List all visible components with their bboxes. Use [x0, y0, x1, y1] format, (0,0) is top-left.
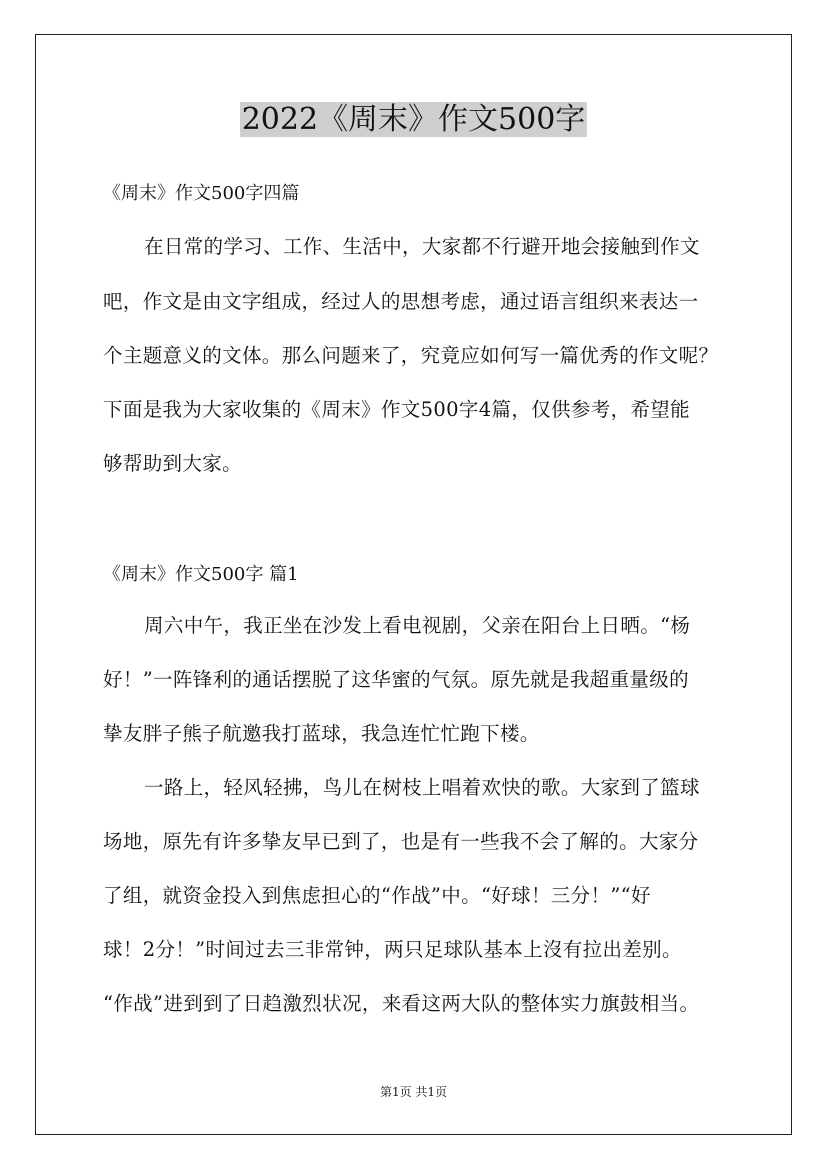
paragraph-line: 好！”一阵锋利的通话摆脱了这华蜜的气氛。原先就是我超重量级的: [103, 668, 689, 691]
document-title: [0, 100, 827, 140]
intro-line: 在日常的学习、工作、生活中，大家都不行避开地会接触到作文: [144, 235, 700, 258]
paragraph-line: 场地，原先有许多挚友早已到了，也是有一些我不会了解的。大家分: [103, 830, 699, 853]
document-subtitle: 《周末》作文500字四篇: [103, 183, 300, 204]
paragraph-line: 一路上，轻风轻拂，鸟儿在树枝上唱着欢快的歌。大家到了篮球: [144, 776, 700, 799]
intro-line: 下面是我为大家收集的《周末》作文500字4篇，仅供参考，希望能: [103, 398, 690, 421]
intro-line: 够帮助到大家。: [103, 452, 242, 475]
page-number: 第1页 共1页: [379, 1085, 448, 1099]
paragraph-line: “作战”进到到了日趋激烈状况，来看这两大队的整体实力旗鼓相当。: [103, 992, 700, 1015]
section-heading: 《周末》作文500字 篇1: [103, 564, 299, 585]
intro-line: 个主题意义的文体。那么问题来了，究竟应如何写一篇优秀的作文呢？: [103, 344, 719, 367]
intro-line: 吧，作文是由文字组成，经过人的思想考虑，通过语言组织来表达一: [103, 290, 699, 313]
document-title-text: 2022《周末》作文500字: [241, 102, 586, 137]
paragraph-line: 球！2分！”时间过去三非常钟，两只足球队基本上沒有拉出差别。: [103, 938, 682, 961]
paragraph-line: 了组，就资金投入到焦虑担心的“作战”中。“好球！三分！”“好: [103, 884, 651, 907]
paragraph-line: 周六中午，我正坐在沙发上看电视剧，父亲在阳台上日晒。“杨: [144, 614, 691, 637]
paragraph-line: 挚友胖子熊子航邀我打蓝球，我急连忙忙跑下楼。: [103, 722, 540, 745]
